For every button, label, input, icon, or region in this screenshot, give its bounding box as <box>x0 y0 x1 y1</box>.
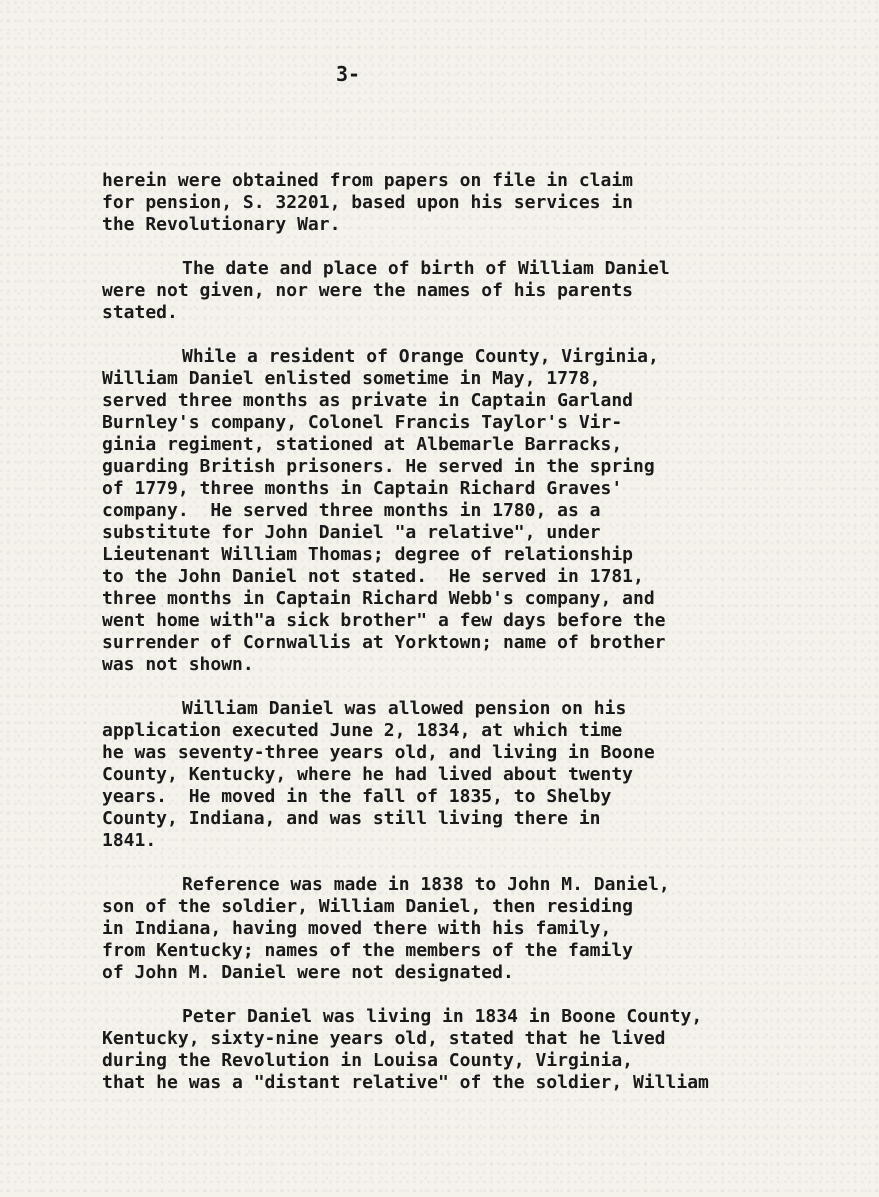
paragraph-peter <box>102 1006 842 1094</box>
text-line: went home with"a sick brother" a few days before the <box>102 610 666 631</box>
text-line: for pension, S. 32201, based upon his services in <box>102 192 634 213</box>
paragraph-pension <box>102 698 842 852</box>
text-line: William Daniel enlisted sometime in May, 1778, <box>102 368 601 389</box>
text-line: Kentucky, sixty-nine years old, stated that he lived <box>102 1028 666 1049</box>
text-line: was not shown. <box>102 654 254 675</box>
text-line: the Revolutionary War. <box>102 214 341 235</box>
paragraph-intro <box>102 170 842 236</box>
text-line: substitute for John Daniel "a relative", under <box>102 522 601 543</box>
text-line: application executed June 2, 1834, at which time <box>102 720 623 741</box>
text-line: County, Indiana, and was still living there in <box>102 808 601 829</box>
paragraph-birth <box>102 258 842 324</box>
text-line: of John M. Daniel were not designated. <box>102 962 514 983</box>
text-line: Lieutenant William Thomas; degree of relationship <box>102 544 634 565</box>
text-line: Reference was made in 1838 to John M. Daniel, <box>182 874 670 895</box>
text-line: of 1779, three months in Captain Richard Graves' <box>102 478 623 499</box>
page-number: 3- <box>336 62 361 86</box>
text-line: stated. <box>102 302 178 323</box>
text-line: County, Kentucky, where he had lived about twenty <box>102 764 634 785</box>
text-line: ginia regiment, stationed at Albemarle Barracks, <box>102 434 623 455</box>
text-line: 1841. <box>102 830 157 851</box>
paragraph-son <box>102 874 842 984</box>
text-line: Peter Daniel was living in 1834 in Boone County, <box>182 1006 703 1027</box>
text-line: to the John Daniel not stated. He served in 1781, <box>102 566 644 587</box>
text-line: son of the soldier, William Daniel, then residing <box>102 896 634 917</box>
text-line: were not given, nor were the names of his parents <box>102 280 634 301</box>
text-line: surrender of Cornwallis at Yorktown; name of brother <box>102 632 666 653</box>
text-line: guarding British prisoners. He served in the spring <box>102 456 655 477</box>
text-line: herein were obtained from papers on file in claim <box>102 170 634 191</box>
text-line: he was seventy-three years old, and living in Boone <box>102 742 655 763</box>
text-line: company. He served three months in 1780, as a <box>102 500 601 521</box>
text-line: While a resident of Orange County, Virginia, <box>182 346 659 367</box>
text-line: from Kentucky; names of the members of the family <box>102 940 634 961</box>
text-line: years. He moved in the fall of 1835, to Shelby <box>102 786 612 807</box>
text-line: in Indiana, having moved there with his family, <box>102 918 612 939</box>
text-line: served three months as private in Captain Garland <box>102 390 634 411</box>
text-line: William Daniel was allowed pension on his <box>182 698 627 719</box>
text-line: that he was a "distant relative" of the soldier, William <box>102 1072 709 1093</box>
text-line: during the Revolution in Louisa County, Virginia, <box>102 1050 634 1071</box>
text-line: Burnley's company, Colonel Francis Taylor's Vir- <box>102 412 623 433</box>
text-line: three months in Captain Richard Webb's company, and <box>102 588 655 609</box>
paragraph-service <box>102 346 842 676</box>
document-body <box>102 170 842 1116</box>
text-line: The date and place of birth of William Daniel <box>182 258 670 279</box>
